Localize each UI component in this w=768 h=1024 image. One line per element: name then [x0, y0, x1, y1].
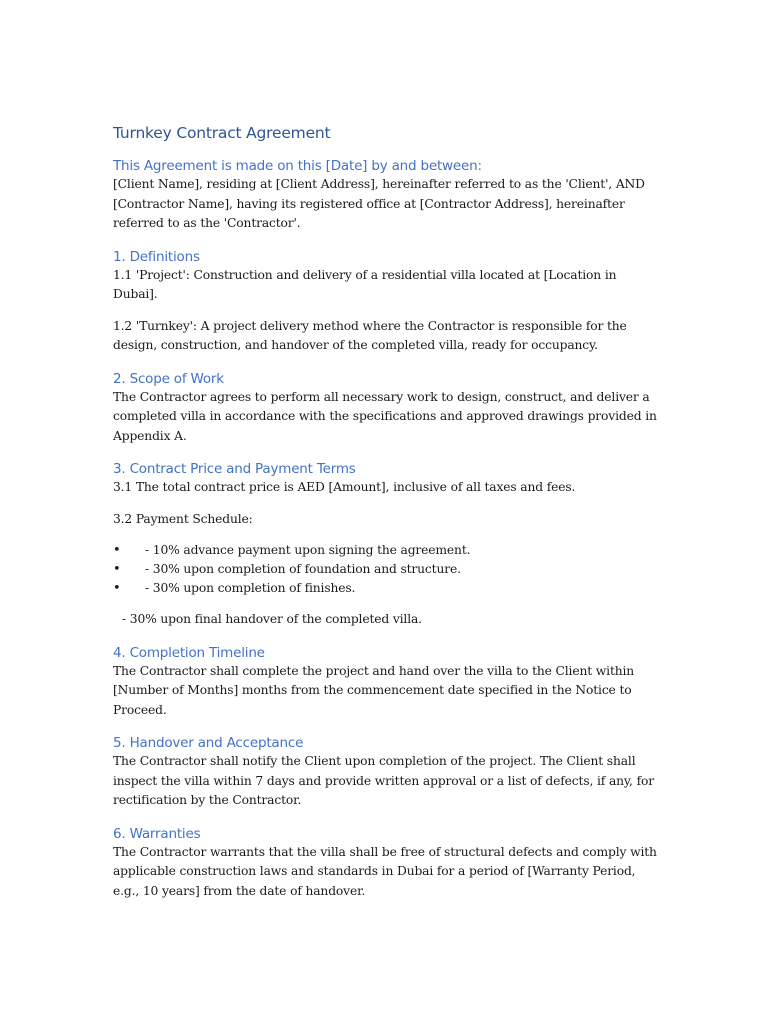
list-item: • - 10% advance payment upon signing the agreement.	[113, 543, 471, 558]
price-total: 3.1 The total contract price is AED [Amount], inclusive of all taxes and fees.	[113, 480, 576, 494]
intro-paragraph: [Client Name], residing at [Client Address], hereinafter referred to as the 'Client', AND [Contractor Name], having its registered office at [Contractor Address], hereinafter referred to as the 'Contractor'.	[113, 177, 645, 230]
timeline-paragraph: The Contractor shall complete the project and hand over the villa to the Client within [Number of Months] months from the commencement date specified in the Notice to Proceed.	[113, 663, 635, 717]
scope-paragraph: The Contractor agrees to perform all necessary work to design, construct, and deliver a completed villa in accordance with the specifications and approved drawings provided in Appendix A.	[113, 389, 657, 443]
bullet-icon: •	[113, 543, 121, 558]
list-item: • - 30% upon completion of foundation and structure.	[113, 562, 461, 577]
document-body	[113, 124, 658, 901]
list-item: • - 30% upon completion of finishes.	[113, 581, 356, 596]
scope-heading: 2. Scope of Work	[113, 370, 224, 387]
timeline-heading: 4. Completion Timeline	[113, 644, 265, 661]
definition-turnkey: 1.2 'Turnkey': A project delivery method where the Contractor is responsible for the design, construction, and handover of the completed villa, ready for occupancy.	[113, 318, 627, 352]
definition-project: 1.1 'Project': Construction and delivery of a residential villa located at [Location in Dubai].	[113, 267, 617, 301]
intro-heading: This Agreement is made on this [Date] by and between:	[113, 158, 482, 174]
price-heading: 3. Contract Price and Payment Terms	[113, 461, 356, 477]
payment-final-item: - 30% upon final handover of the completed villa.	[122, 612, 422, 626]
bullet-icon: •	[113, 581, 121, 596]
payment-schedule-label: 3.2 Payment Schedule:	[113, 511, 253, 526]
definitions-heading: 1. Definitions	[113, 248, 200, 265]
warranties-heading: 6. Warranties	[113, 825, 201, 842]
document-title: Turnkey Contract Agreement	[113, 124, 331, 142]
handover-heading: 5. Handover and Acceptance	[113, 735, 304, 751]
bullet-icon: •	[113, 562, 121, 577]
handover-paragraph: The Contractor shall notify the Client upon completion of the project. The Client shall inspect the villa within 7 days and provide written approval or a list of defects, if any, for rectification by the Contractor.	[113, 754, 654, 807]
payment-schedule-list	[113, 541, 658, 598]
warranties-paragraph: The Contractor warrants that the villa shall be free of structural defects and comply with applicable construction laws and standards in Dubai for a period of [Warranty Period, e.g., 10 years] from the date of handover.	[113, 844, 657, 898]
